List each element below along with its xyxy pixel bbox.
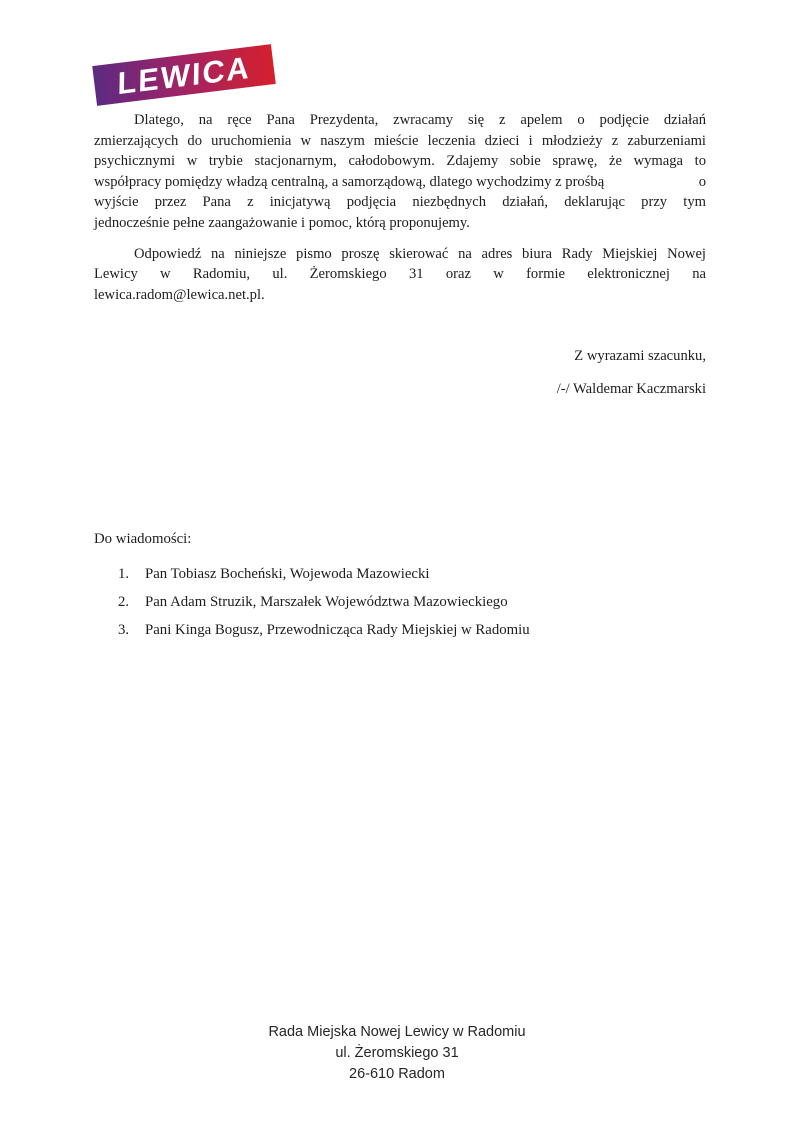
- cc-item: [94, 564, 530, 585]
- paragraph-line: zmierzających do uruchomienia w naszym mieście leczenia dzieci i młodzieży z zaburzeniami: [94, 132, 706, 149]
- paragraph-line: jednocześnie pełne zaangażowanie i pomoc, którą proponujemy.: [94, 214, 470, 231]
- footer-address: [0, 1022, 794, 1085]
- signature-block: [557, 346, 706, 399]
- cc-item-number: 2.: [118, 593, 130, 610]
- paragraph: [94, 110, 706, 234]
- cc-heading: Do wiadomości:: [94, 531, 192, 547]
- letter-body: [94, 110, 706, 305]
- paragraph-line: psychicznymi w trybie stacjonarnym, całodobowym. Zdajemy sobie sprawę, że wymaga to: [94, 153, 706, 170]
- cc-list: [94, 564, 530, 641]
- paragraph-line: Odpowiedź na niniejsze pismo proszę skierować na adres biura Rady Miejskiej Nowej: [134, 245, 706, 262]
- footer-line: Rada Miejska Nowej Lewicy w Radomiu: [268, 1024, 526, 1040]
- cc-item-text: Pan Adam Struzik, Marszałek Województwa Mazowieckiego: [145, 593, 508, 610]
- cc-item: [94, 592, 530, 613]
- lewica-logo-text: LEWICA: [117, 49, 251, 101]
- signature-name: /-/ Waldemar Kaczmarski: [556, 380, 706, 397]
- line-text-right: o: [698, 173, 706, 190]
- paragraph-line: wyjście przez Pana z inicjatywą podjęcia niezbędnych działań, deklarując przy tym: [94, 194, 706, 211]
- paragraph-line: Lewicy w Radomiu, ul. Żeromskiego 31 oraz w formie elektronicznej na: [94, 266, 706, 283]
- cc-item-text: Pani Kinga Bogusz, Przewodnicząca Rady Miejskiej w Radomiu: [145, 621, 530, 638]
- paragraph-line: [94, 172, 706, 193]
- cc-section: [94, 529, 530, 648]
- paragraph: [94, 244, 706, 306]
- paragraph-line: Dlatego, na ręce Pana Prezydenta, zwracamy się z apelem o podjęcie działań: [134, 112, 706, 128]
- cc-item-text: Pan Tobiasz Bocheński, Wojewoda Mazowiecki: [145, 565, 430, 582]
- lewica-logo: [92, 44, 276, 106]
- paragraph-line: lewica.radom@lewica.net.pl.: [94, 286, 265, 303]
- cc-item-number: 3.: [118, 621, 130, 638]
- footer-line: 26-610 Radom: [349, 1066, 445, 1082]
- signature-closing: Z wyrazami szacunku,: [574, 348, 706, 364]
- cc-item-number: 1.: [118, 565, 130, 582]
- footer-line: ul. Żeromskiego 31: [335, 1045, 459, 1061]
- line-text: współpracy pomiędzy władzą centralną, a samorządową, dlatego wychodzimy z prośbą: [94, 173, 605, 190]
- cc-item: [94, 620, 530, 641]
